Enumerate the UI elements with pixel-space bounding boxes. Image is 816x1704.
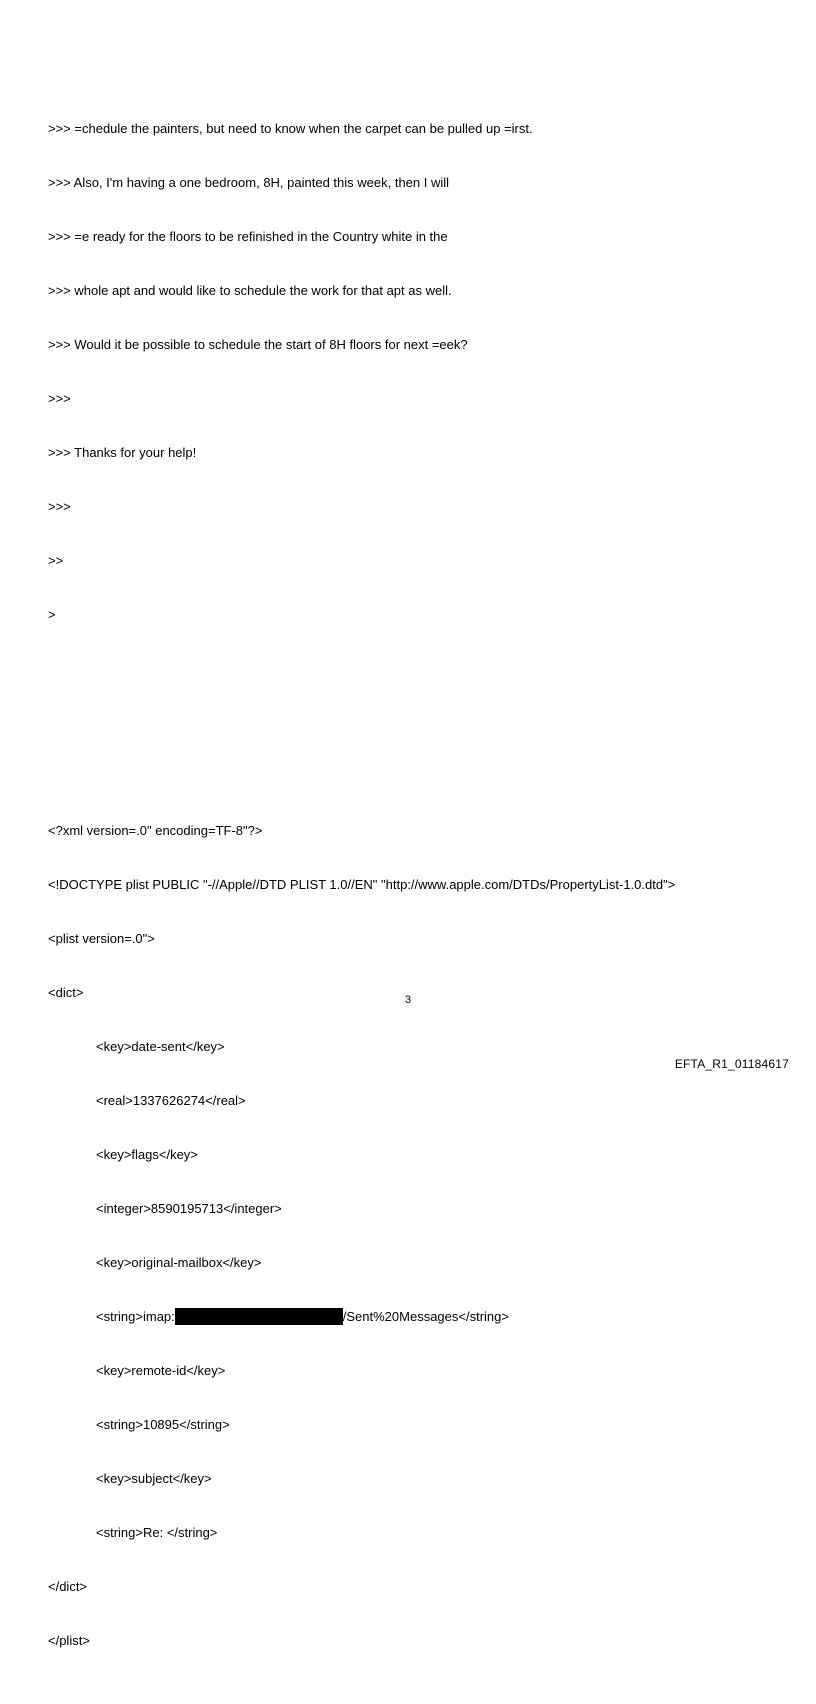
plist-close-tag: </plist> [48, 1633, 90, 1648]
quoted-line: >>> [48, 499, 71, 514]
plist-block [48, 786, 788, 1686]
quoted-line: >> [48, 553, 64, 568]
key-date-sent: <key>date-sent</key> [96, 1039, 225, 1054]
dict-close-tag: </dict> [48, 1579, 88, 1594]
mailbox-string-line [48, 1308, 788, 1326]
quoted-line: >>> Thanks for your help! [48, 445, 197, 460]
mailbox-string-suffix: /Sent%20Messages</string> [342, 1309, 509, 1324]
quoted-email [48, 84, 788, 660]
remote-id-value: <string>10895</string> [96, 1417, 230, 1432]
quoted-line: >>> [48, 391, 71, 406]
key-flags: <key>flags</key> [96, 1147, 198, 1162]
plist-open-tag: <plist version=.0"> [48, 931, 155, 946]
doctype-declaration: <!DOCTYPE plist PUBLIC "-//Apple//DTD PLIST 1.0//EN" "http://www.apple.com/DTDs/PropertyList-1.0.dtd"> [48, 877, 676, 892]
real-date-value: <real>1337626274</real> [96, 1093, 246, 1108]
page-number: 3 [404, 994, 412, 1006]
integer-flags-value: <integer>8590195713</integer> [96, 1201, 282, 1216]
document-id: EFTA_R1_01184617 [674, 1057, 789, 1071]
document-body [48, 48, 788, 1704]
xml-declaration: <?xml version=.0" encoding=TF-8"?> [48, 823, 263, 838]
quoted-line: > [48, 607, 56, 622]
quoted-line: >>> Would it be possible to schedule the start of 8H floors for next =eek? [48, 337, 468, 352]
mailbox-string-prefix: <string>imap: [96, 1309, 175, 1324]
quoted-line: >>> =e ready for the floors to be refinished in the Country white in the [48, 229, 448, 244]
quoted-line: >>> Also, I'm having a one bedroom, 8H, painted this week, then I will [48, 175, 450, 190]
key-original-mailbox: <key>original-mailbox</key> [96, 1255, 262, 1270]
quoted-line: >>> =chedule the painters, but need to know when the carpet can be pulled up =irst. [48, 121, 533, 136]
subject-value: <string>Re: </string> [96, 1525, 218, 1540]
quoted-line: >>> whole apt and would like to schedule the work for that apt as well. [48, 283, 452, 298]
blank-line [48, 714, 788, 732]
key-remote-id: <key>remote-id</key> [96, 1363, 226, 1378]
dict-open-tag: <dict> [48, 985, 84, 1000]
key-subject: <key>subject</key> [96, 1471, 212, 1486]
redaction-bar [175, 1308, 343, 1325]
